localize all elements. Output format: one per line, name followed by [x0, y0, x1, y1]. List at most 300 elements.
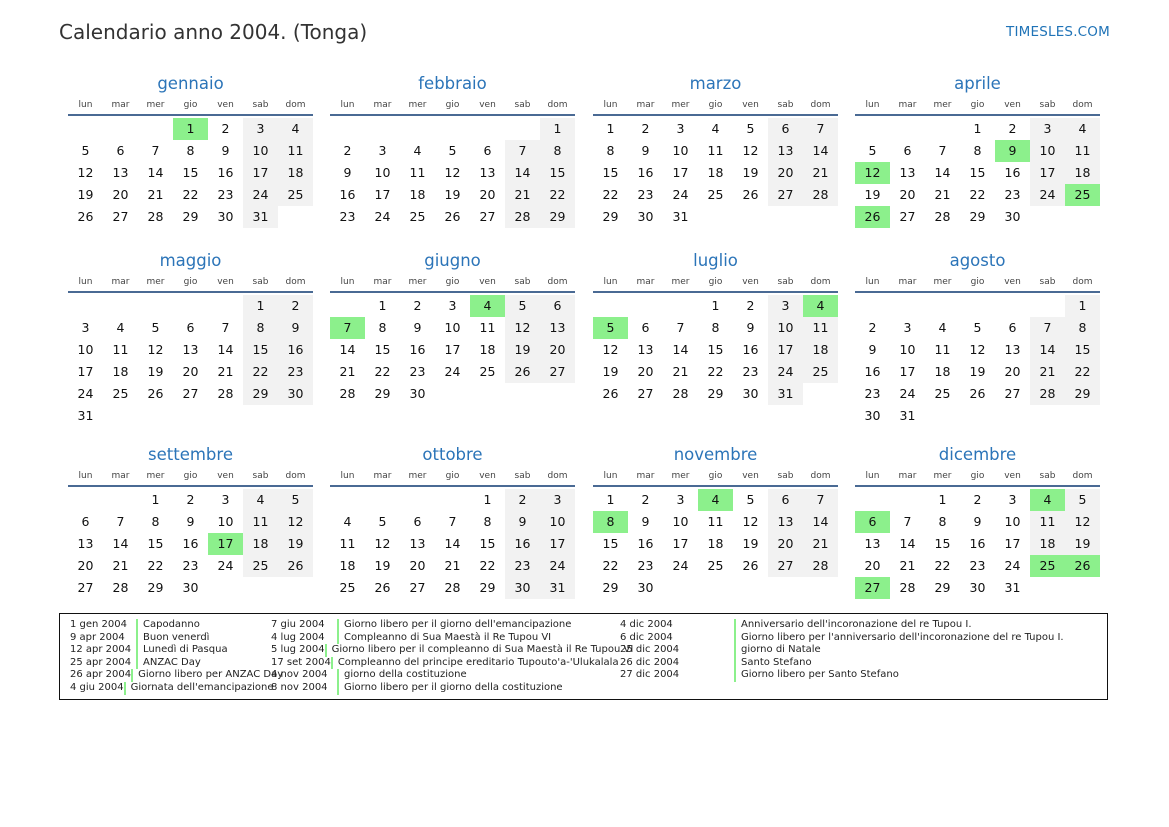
day-cell: 23 — [409, 364, 426, 379]
day-cell: 16 — [637, 165, 654, 180]
day-cell: 27 — [112, 209, 129, 224]
day-cell: 18 — [1030, 533, 1065, 555]
day-cell: 17 — [672, 536, 689, 551]
month-name: febbraio — [418, 74, 487, 93]
weekday-label: ven — [479, 277, 496, 287]
day-cell: 2 — [1008, 121, 1017, 136]
day-cell: 1 — [973, 121, 982, 136]
day-cell: 2 — [186, 492, 195, 507]
weekday-label: mer — [933, 471, 952, 481]
day-grid — [593, 487, 838, 599]
day-cell: 6 — [116, 143, 125, 158]
day-cell: 4 — [711, 121, 720, 136]
day-cell: 7 — [505, 140, 540, 162]
day-cell: 29 — [540, 206, 575, 228]
day-cell: 21 — [505, 184, 540, 206]
day-cell: 9 — [505, 511, 540, 533]
day-cell: 5 — [278, 489, 313, 511]
weekday-label: sab — [777, 277, 794, 287]
day-cell: 28 — [217, 386, 234, 401]
day-cell: 8 — [186, 143, 195, 158]
day-cell: 31 — [243, 206, 278, 228]
day-cell: 15 — [602, 536, 619, 551]
holiday-name: Giorno libero per ANZAC Day — [131, 669, 283, 682]
day-cell: 18 — [243, 533, 278, 555]
day-cell: 21 — [899, 558, 916, 573]
day-cell: 8 — [938, 514, 947, 529]
day-cell: 14 — [934, 165, 951, 180]
holiday-row — [620, 644, 1100, 657]
day-cell: 14 — [112, 536, 129, 551]
weekday-label: dom — [810, 277, 831, 287]
day-cell: 7 — [803, 489, 838, 511]
holiday-name: ANZAC Day — [136, 657, 201, 670]
day-cell: 29 — [479, 580, 496, 595]
weekday-label: lun — [865, 277, 880, 287]
day-cell: 28 — [112, 580, 129, 595]
day-cell: 26 — [742, 558, 759, 573]
empty-cell — [855, 489, 890, 511]
holiday-name: Giorno libero per Santo Stefano — [734, 669, 899, 682]
day-cell: 31 — [540, 577, 575, 599]
day-cell: 15 — [934, 536, 951, 551]
day-cell: 1 — [540, 118, 575, 140]
empty-cell — [628, 295, 663, 317]
day-cell: 25 — [409, 209, 426, 224]
holiday-name: Compleanno del principe ereditario Tupouto'a-'Ulukalala — [331, 657, 619, 670]
empty-cell — [103, 118, 138, 140]
day-cell: 11 — [934, 342, 951, 357]
day-cell: 14 — [339, 342, 356, 357]
weekday-label: mar — [636, 100, 655, 110]
month-name: dicembre — [938, 445, 1017, 464]
day-cell: 13 — [409, 536, 426, 551]
holiday-column — [620, 619, 1100, 682]
day-cell: 22 — [147, 558, 164, 573]
day-cell: 17 — [672, 165, 689, 180]
holiday-day-cell: 6 — [855, 511, 890, 533]
holiday-date: 1 gen 2004 — [70, 619, 128, 630]
holiday-name: Anniversario dell'incoronazione del re Tupou I. — [734, 619, 972, 632]
holiday-date: 4 dic 2004 — [620, 619, 673, 630]
empty-cell — [103, 489, 138, 511]
holiday-name: Santo Stefano — [734, 657, 812, 670]
weekday-label: dom — [1072, 471, 1093, 481]
day-cell: 7 — [1030, 317, 1065, 339]
holiday-row — [70, 619, 270, 632]
empty-cell — [400, 489, 435, 511]
weekday-label: ven — [1004, 471, 1021, 481]
holiday-day-cell: 27 — [855, 577, 890, 599]
day-cell: 19 — [278, 533, 313, 555]
day-cell: 13 — [1004, 342, 1021, 357]
weekday-label: dom — [285, 100, 306, 110]
day-cell: 1 — [378, 298, 387, 313]
day-cell: 31 — [1004, 580, 1021, 595]
day-cell: 12 — [969, 342, 986, 357]
day-cell: 6 — [186, 320, 195, 335]
day-cell: 29 — [934, 580, 951, 595]
day-cell: 14 — [1030, 339, 1065, 361]
day-cell: 9 — [343, 165, 352, 180]
day-cell: 8 — [378, 320, 387, 335]
weekday-label: ven — [742, 277, 759, 287]
weekday-label: ven — [1004, 100, 1021, 110]
day-cell: 18 — [707, 165, 724, 180]
holiday-row — [70, 644, 270, 657]
empty-cell — [890, 118, 925, 140]
day-cell: 16 — [742, 342, 759, 357]
weekday-header — [330, 96, 575, 116]
holiday-day-cell: 26 — [1065, 555, 1100, 577]
day-cell: 2 — [746, 298, 755, 313]
day-cell: 2 — [641, 492, 650, 507]
holiday-date: 26 dic 2004 — [620, 656, 680, 668]
day-cell: 12 — [742, 143, 759, 158]
day-cell: 16 — [278, 339, 313, 361]
page-title: Calendario anno 2004. (Tonga) — [59, 20, 368, 44]
day-cell: 31 — [77, 408, 94, 423]
day-grid — [593, 116, 838, 228]
day-cell: 10 — [243, 140, 278, 162]
day-cell: 14 — [803, 511, 838, 533]
weekday-label: lun — [340, 471, 355, 481]
day-cell: 19 — [602, 364, 619, 379]
empty-cell — [593, 295, 628, 317]
day-cell: 4 — [938, 320, 947, 335]
day-cell: 21 — [672, 364, 689, 379]
day-cell: 22 — [374, 364, 391, 379]
day-cell: 11 — [707, 143, 724, 158]
month-marzo — [593, 72, 838, 228]
day-cell: 26 — [444, 209, 461, 224]
day-cell: 2 — [868, 320, 877, 335]
day-cell: 12 — [77, 165, 94, 180]
day-cell: 9 — [221, 143, 230, 158]
empty-cell — [365, 489, 400, 511]
weekday-label: ven — [742, 471, 759, 481]
day-cell: 26 — [505, 361, 540, 383]
month-name: novembre — [673, 445, 758, 464]
weekday-label: sab — [252, 277, 269, 287]
day-cell: 29 — [147, 580, 164, 595]
day-cell: 20 — [1004, 364, 1021, 379]
day-cell: 13 — [637, 342, 654, 357]
day-cell: 11 — [112, 342, 129, 357]
empty-cell — [890, 489, 925, 511]
month-giugno — [330, 249, 575, 405]
day-cell: 9 — [641, 143, 650, 158]
weekday-label: ven — [1004, 277, 1021, 287]
day-cell: 21 — [147, 187, 164, 202]
day-cell: 29 — [707, 386, 724, 401]
day-cell: 6 — [641, 320, 650, 335]
day-cell: 20 — [637, 364, 654, 379]
holiday-day-cell: 4 — [803, 295, 838, 317]
day-cell: 8 — [151, 514, 160, 529]
holiday-name: Giorno libero per il giorno dell'emancipazione — [337, 619, 571, 632]
empty-cell — [330, 489, 365, 511]
day-cell: 3 — [243, 118, 278, 140]
day-cell: 30 — [637, 580, 654, 595]
empty-cell — [470, 118, 505, 140]
day-cell: 17 — [444, 342, 461, 357]
day-cell: 1 — [711, 298, 720, 313]
weekday-label: mar — [636, 277, 655, 287]
day-cell: 15 — [969, 165, 986, 180]
day-cell: 19 — [444, 187, 461, 202]
weekday-label: dom — [810, 100, 831, 110]
day-cell: 13 — [112, 165, 129, 180]
month-settembre — [68, 443, 313, 599]
day-cell: 17 — [1004, 536, 1021, 551]
day-cell: 29 — [243, 383, 278, 405]
day-cell: 2 — [973, 492, 982, 507]
day-grid — [593, 293, 838, 405]
weekday-label: ven — [479, 471, 496, 481]
day-cell: 16 — [637, 536, 654, 551]
weekday-label: mar — [111, 471, 130, 481]
day-cell: 11 — [1030, 511, 1065, 533]
day-cell: 23 — [969, 558, 986, 573]
day-cell: 8 — [606, 143, 615, 158]
weekday-label: gio — [445, 100, 460, 110]
day-cell: 13 — [479, 165, 496, 180]
holiday-date: 4 nov 2004 — [271, 669, 328, 681]
day-cell: 24 — [768, 361, 803, 383]
weekday-header — [593, 467, 838, 487]
weekday-label: mer — [146, 471, 165, 481]
day-cell: 30 — [1004, 209, 1021, 224]
weekday-label: lun — [865, 471, 880, 481]
holiday-name: Compleanno di Sua Maestà il Re Tupou VI — [337, 632, 551, 645]
day-cell: 2 — [278, 295, 313, 317]
weekday-label: lun — [340, 277, 355, 287]
day-cell: 3 — [540, 489, 575, 511]
day-cell: 8 — [483, 514, 492, 529]
day-cell: 19 — [374, 558, 391, 573]
day-cell: 1 — [1065, 295, 1100, 317]
day-cell: 3 — [378, 143, 387, 158]
weekday-label: gio — [183, 471, 198, 481]
day-cell: 14 — [899, 536, 916, 551]
month-ottobre — [330, 443, 575, 599]
day-cell: 22 — [182, 187, 199, 202]
empty-cell — [855, 295, 890, 317]
day-cell: 8 — [973, 143, 982, 158]
holiday-row — [620, 632, 1100, 645]
day-cell: 27 — [768, 555, 803, 577]
weekday-label: mar — [111, 100, 130, 110]
day-cell: 23 — [278, 361, 313, 383]
month-name: maggio — [159, 251, 222, 270]
day-cell: 23 — [217, 187, 234, 202]
day-cell: 18 — [409, 187, 426, 202]
weekday-label: mar — [898, 471, 917, 481]
day-cell: 14 — [505, 162, 540, 184]
day-cell: 10 — [672, 143, 689, 158]
weekday-label: mar — [373, 277, 392, 287]
day-cell: 22 — [707, 364, 724, 379]
day-cell: 16 — [409, 342, 426, 357]
weekday-header — [68, 273, 313, 293]
holiday-row — [70, 632, 270, 645]
holiday-day-cell: 7 — [330, 317, 365, 339]
holiday-name: Giorno libero per il giorno della costituzione — [337, 682, 563, 695]
day-cell: 14 — [217, 342, 234, 357]
weekday-label: mer — [408, 471, 427, 481]
weekday-label: ven — [217, 277, 234, 287]
day-cell: 3 — [448, 298, 457, 313]
weekday-label: ven — [217, 471, 234, 481]
day-cell: 27 — [899, 209, 916, 224]
day-cell: 30 — [637, 209, 654, 224]
day-cell: 19 — [505, 339, 540, 361]
day-cell: 24 — [1004, 558, 1021, 573]
day-cell: 27 — [768, 184, 803, 206]
day-cell: 28 — [444, 580, 461, 595]
month-novembre — [593, 443, 838, 599]
day-cell: 22 — [479, 558, 496, 573]
holiday-column — [271, 619, 634, 695]
day-cell: 10 — [1030, 140, 1065, 162]
brand-link[interactable]: TIMESLES.COM — [1006, 24, 1110, 40]
empty-cell — [663, 295, 698, 317]
empty-cell — [1030, 295, 1065, 317]
day-cell: 20 — [768, 533, 803, 555]
empty-cell — [505, 118, 540, 140]
day-cell: 24 — [672, 558, 689, 573]
holiday-name: Lunedì di Pasqua — [136, 644, 228, 657]
holiday-date: 8 nov 2004 — [271, 681, 328, 693]
day-cell: 4 — [1065, 118, 1100, 140]
weekday-header — [593, 273, 838, 293]
day-cell: 9 — [278, 317, 313, 339]
holiday-name: Giornata dell'emancipazione — [124, 682, 274, 695]
day-cell: 27 — [479, 209, 496, 224]
day-cell: 10 — [217, 514, 234, 529]
weekday-header — [855, 467, 1100, 487]
day-cell: 10 — [1004, 514, 1021, 529]
day-cell: 3 — [676, 492, 685, 507]
day-cell: 18 — [112, 364, 129, 379]
day-cell: 2 — [413, 298, 422, 313]
day-cell: 13 — [864, 536, 881, 551]
day-cell: 14 — [672, 342, 689, 357]
day-cell: 25 — [339, 580, 356, 595]
day-cell: 5 — [505, 295, 540, 317]
day-cell: 3 — [1030, 118, 1065, 140]
day-cell: 1 — [483, 492, 492, 507]
day-cell: 30 — [182, 580, 199, 595]
month-name: agosto — [949, 251, 1006, 270]
day-cell: 22 — [602, 187, 619, 202]
holiday-row — [271, 644, 634, 657]
day-cell: 15 — [1065, 339, 1100, 361]
empty-cell — [68, 118, 103, 140]
holiday-row — [70, 681, 274, 695]
day-cell: 6 — [768, 489, 803, 511]
day-cell: 2 — [505, 489, 540, 511]
weekday-label: sab — [252, 100, 269, 110]
day-cell: 20 — [540, 339, 575, 361]
day-cell: 22 — [243, 361, 278, 383]
day-cell: 30 — [505, 577, 540, 599]
day-grid — [330, 487, 575, 599]
day-cell: 21 — [934, 187, 951, 202]
day-cell: 9 — [973, 514, 982, 529]
weekday-header — [68, 96, 313, 116]
holiday-row — [620, 657, 1100, 670]
empty-cell — [435, 489, 470, 511]
day-cell: 24 — [374, 209, 391, 224]
day-cell: 25 — [707, 187, 724, 202]
weekday-header — [855, 273, 1100, 293]
day-cell: 12 — [374, 536, 391, 551]
day-cell: 4 — [243, 489, 278, 511]
day-cell: 26 — [602, 386, 619, 401]
empty-cell — [365, 118, 400, 140]
empty-cell — [855, 118, 890, 140]
day-cell: 16 — [1004, 165, 1021, 180]
day-cell: 20 — [768, 162, 803, 184]
holiday-day-cell: 9 — [995, 140, 1030, 162]
holiday-row — [620, 619, 1100, 632]
day-cell: 16 — [505, 533, 540, 555]
holiday-day-cell: 5 — [593, 317, 628, 339]
holiday-day-cell: 4 — [470, 295, 505, 317]
day-cell: 19 — [742, 536, 759, 551]
day-cell: 26 — [742, 187, 759, 202]
day-cell: 11 — [278, 140, 313, 162]
weekday-label: mar — [898, 100, 917, 110]
day-cell: 24 — [899, 386, 916, 401]
weekday-label: dom — [285, 277, 306, 287]
weekday-label: gio — [708, 277, 723, 287]
day-cell: 14 — [147, 165, 164, 180]
day-cell: 26 — [969, 386, 986, 401]
day-cell: 7 — [151, 143, 160, 158]
holiday-date: 25 dic 2004 — [620, 644, 680, 656]
weekday-label: gio — [183, 277, 198, 287]
day-cell: 21 — [803, 162, 838, 184]
empty-cell — [208, 295, 243, 317]
day-cell: 12 — [278, 511, 313, 533]
weekday-label: sab — [1039, 277, 1056, 287]
weekday-label: lun — [340, 100, 355, 110]
day-cell: 13 — [540, 317, 575, 339]
day-cell: 29 — [969, 209, 986, 224]
holiday-day-cell: 17 — [208, 533, 243, 555]
day-cell: 28 — [1030, 383, 1065, 405]
day-cell: 28 — [899, 580, 916, 595]
day-cell: 21 — [112, 558, 129, 573]
day-cell: 25 — [803, 361, 838, 383]
empty-cell — [960, 295, 995, 317]
day-cell: 15 — [147, 536, 164, 551]
holiday-date: 6 dic 2004 — [620, 631, 673, 643]
holiday-row — [70, 657, 270, 670]
day-cell: 12 — [1065, 511, 1100, 533]
weekday-label: lun — [78, 471, 93, 481]
weekday-label: gio — [708, 471, 723, 481]
holiday-name: giorno di Natale — [734, 644, 821, 657]
day-cell: 14 — [803, 140, 838, 162]
holiday-day-cell: 4 — [698, 489, 733, 511]
empty-cell — [138, 295, 173, 317]
weekday-label: mer — [933, 277, 952, 287]
day-cell: 13 — [768, 511, 803, 533]
